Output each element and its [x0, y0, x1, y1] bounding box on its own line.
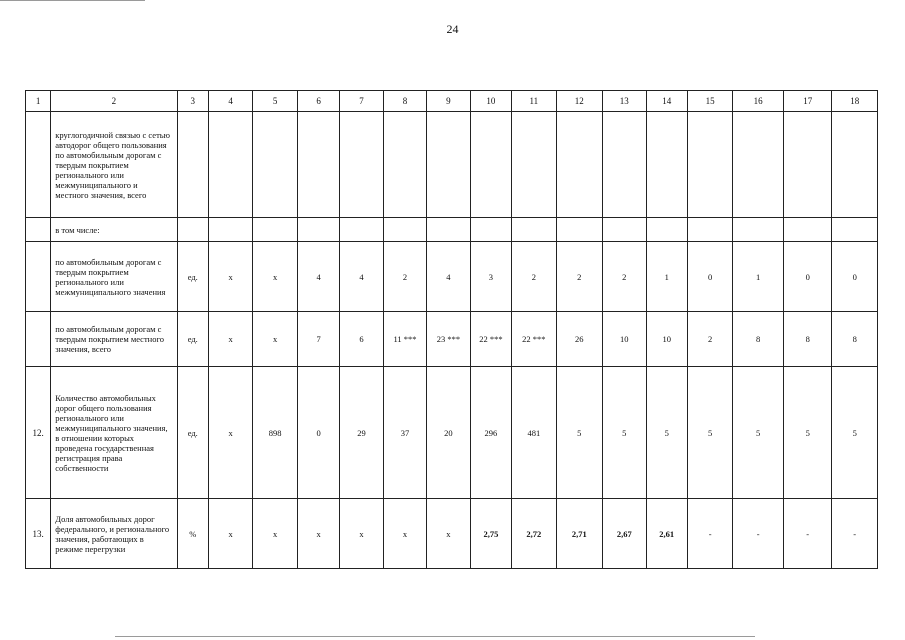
value-cell: х — [253, 312, 297, 367]
value-cell: х — [340, 499, 383, 569]
value-cell — [603, 112, 646, 218]
row-number-cell — [26, 112, 51, 218]
value-cell: 5 — [646, 367, 687, 499]
value-cell: х — [208, 242, 252, 312]
value-cell — [297, 112, 339, 218]
column-header: 14 — [646, 91, 687, 112]
value-cell: 5 — [687, 367, 732, 499]
value-cell — [646, 218, 687, 242]
value-cell: - — [783, 499, 832, 569]
value-cell: 5 — [832, 367, 878, 499]
column-header: 7 — [340, 91, 383, 112]
value-cell: 7 — [297, 312, 339, 367]
value-cell: 2 — [687, 312, 732, 367]
value-cell: 2,72 — [512, 499, 556, 569]
indicator-name-cell: Доля автомобильных дорог федерального, и регионального значения, работающих в режиме перегрузки — [51, 499, 177, 569]
value-cell: 2 — [603, 242, 646, 312]
value-cell — [177, 112, 208, 218]
column-header: 6 — [297, 91, 339, 112]
value-cell: 2 — [512, 242, 556, 312]
value-cell — [556, 218, 602, 242]
value-cell — [208, 218, 252, 242]
value-cell: 23 *** — [427, 312, 470, 367]
value-cell — [556, 112, 602, 218]
data-table — [25, 90, 878, 569]
column-header: 11 — [512, 91, 556, 112]
value-cell: ед. — [177, 242, 208, 312]
value-cell: 8 — [783, 312, 832, 367]
value-cell: 4 — [297, 242, 339, 312]
value-cell: - — [832, 499, 878, 569]
value-cell — [427, 112, 470, 218]
value-cell — [687, 112, 732, 218]
value-cell: 8 — [733, 312, 784, 367]
column-header: 4 — [208, 91, 252, 112]
column-header: 12 — [556, 91, 602, 112]
value-cell: х — [208, 312, 252, 367]
value-cell: ед. — [177, 367, 208, 499]
value-cell: 296 — [470, 367, 511, 499]
column-header: 8 — [383, 91, 426, 112]
indicator-name-cell: в том числе: — [51, 218, 177, 242]
row-number-cell — [26, 242, 51, 312]
value-cell — [470, 112, 511, 218]
value-cell: 29 — [340, 367, 383, 499]
value-cell: 0 — [687, 242, 732, 312]
value-cell — [297, 218, 339, 242]
value-cell: 2,61 — [646, 499, 687, 569]
value-cell: 26 — [556, 312, 602, 367]
column-header: 9 — [427, 91, 470, 112]
value-cell: 0 — [783, 242, 832, 312]
value-cell: 2 — [556, 242, 602, 312]
value-cell: 8 — [832, 312, 878, 367]
value-cell — [383, 218, 426, 242]
value-cell — [603, 218, 646, 242]
value-cell — [208, 112, 252, 218]
value-cell — [512, 218, 556, 242]
table-row — [26, 218, 878, 242]
column-header: 3 — [177, 91, 208, 112]
indicator-name-cell: по автомобильным дорогам с твердым покрытием регионального или межмуниципального значения — [51, 242, 177, 312]
value-cell: 4 — [427, 242, 470, 312]
value-cell: 11 *** — [383, 312, 426, 367]
value-cell: 6 — [340, 312, 383, 367]
table-row — [26, 112, 878, 218]
value-cell: 22 *** — [470, 312, 511, 367]
value-cell: х — [383, 499, 426, 569]
value-cell: 481 — [512, 367, 556, 499]
value-cell: 10 — [603, 312, 646, 367]
row-number-cell: 12. — [26, 367, 51, 499]
value-cell — [783, 112, 832, 218]
header-row — [26, 91, 878, 112]
column-header: 2 — [51, 91, 177, 112]
value-cell — [646, 112, 687, 218]
value-cell: 5 — [603, 367, 646, 499]
value-cell: 0 — [832, 242, 878, 312]
table-row — [26, 312, 878, 367]
column-header: 18 — [832, 91, 878, 112]
value-cell: 5 — [733, 367, 784, 499]
scan-artifact-bottom — [115, 636, 755, 637]
value-cell: 1 — [646, 242, 687, 312]
value-cell — [512, 112, 556, 218]
value-cell: 2,67 — [603, 499, 646, 569]
value-cell — [340, 218, 383, 242]
value-cell: 2,75 — [470, 499, 511, 569]
column-header: 1 — [26, 91, 51, 112]
table-row — [26, 499, 878, 569]
value-cell: 1 — [733, 242, 784, 312]
indicator-name-cell: круглогодичной связью с сетью автодорог общего пользования по автомобильным дорогам с твердым покрытием регионального или межмуниципального и местного значения, всего — [51, 112, 177, 218]
scan-artifact-top — [0, 0, 145, 1]
column-header: 5 — [253, 91, 297, 112]
value-cell — [783, 218, 832, 242]
value-cell: 2,71 — [556, 499, 602, 569]
value-cell: 3 — [470, 242, 511, 312]
value-cell — [832, 112, 878, 218]
value-cell — [253, 112, 297, 218]
column-header: 15 — [687, 91, 732, 112]
value-cell: % — [177, 499, 208, 569]
value-cell — [383, 112, 426, 218]
column-header: 17 — [783, 91, 832, 112]
value-cell: ед. — [177, 312, 208, 367]
value-cell: 4 — [340, 242, 383, 312]
value-cell: х — [297, 499, 339, 569]
row-number-cell — [26, 312, 51, 367]
value-cell: 898 — [253, 367, 297, 499]
page-number: 24 — [446, 22, 459, 36]
value-cell: х — [208, 367, 252, 499]
column-header: 13 — [603, 91, 646, 112]
column-header: 10 — [470, 91, 511, 112]
value-cell — [340, 112, 383, 218]
value-cell: - — [687, 499, 732, 569]
value-cell — [832, 218, 878, 242]
row-number-cell: 13. — [26, 499, 51, 569]
value-cell: 37 — [383, 367, 426, 499]
value-cell: 20 — [427, 367, 470, 499]
value-cell — [733, 218, 784, 242]
row-number-cell — [26, 218, 51, 242]
value-cell — [177, 218, 208, 242]
value-cell: 10 — [646, 312, 687, 367]
indicator-name-cell: Количество автомобильных дорог общего пользования регионального или межмуниципального значения, в отношении которых проведена государственная регистрация права собственности — [51, 367, 177, 499]
value-cell: - — [733, 499, 784, 569]
value-cell: х — [427, 499, 470, 569]
value-cell: х — [253, 499, 297, 569]
value-cell — [253, 218, 297, 242]
value-cell: 5 — [783, 367, 832, 499]
indicator-name-cell: по автомобильным дорогам с твердым покрытием местного значения, всего — [51, 312, 177, 367]
table-row — [26, 242, 878, 312]
value-cell: х — [253, 242, 297, 312]
value-cell — [733, 112, 784, 218]
column-header: 16 — [733, 91, 784, 112]
table-row — [26, 367, 878, 499]
value-cell — [687, 218, 732, 242]
value-cell: 2 — [383, 242, 426, 312]
value-cell: 5 — [556, 367, 602, 499]
value-cell — [427, 218, 470, 242]
value-cell: х — [208, 499, 252, 569]
value-cell: 22 *** — [512, 312, 556, 367]
value-cell: 0 — [297, 367, 339, 499]
value-cell — [470, 218, 511, 242]
